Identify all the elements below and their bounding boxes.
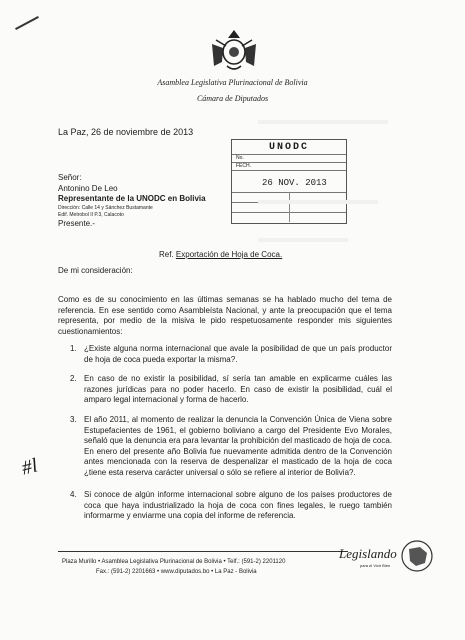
- intro-paragraph: Como es de su conocimiento en las últimas semanas se ha hablado mucho del tema de referencia. En ese sentido como Asambleísta Nacional, y ante la preocupación que el tema representa, por medio de la misiva le pido respetuosamente responder mis siguientes cuestionamientos:: [58, 295, 392, 336]
- handwritten-margin-note: #l: [19, 454, 40, 480]
- stamp-date-label: FECH.: [236, 163, 251, 169]
- question-number: 1.: [70, 344, 77, 353]
- bolivia-coat-of-arms-icon: [208, 26, 260, 72]
- question-number: 3.: [70, 415, 77, 424]
- footer-divider: [58, 551, 348, 552]
- letter-date: La Paz, 26 de noviembre de 2013: [58, 127, 194, 137]
- recipient-title: Representante de la UNODC en Bolivia: [58, 194, 206, 203]
- legislando-tagline: para el Vivir Bien: [360, 563, 391, 568]
- question-number: 4.: [70, 490, 77, 499]
- footer-address: Plaza Murillo • Asamblea Legislativa Plurinacional de Bolivia • Telf.: (591-2) 2201120: [62, 559, 286, 565]
- letterhead-assembly: Asamblea Legislativa Plurinacional de Bolivia: [157, 78, 308, 87]
- letterhead-chamber: Cámara de Diputados: [196, 94, 269, 103]
- question-number: 2.: [70, 374, 77, 383]
- recipient-name: Antonino De Leo: [58, 184, 118, 193]
- reception-stamp: [231, 139, 347, 224]
- pen-mark: [15, 16, 39, 30]
- stamp-title: UNODC: [268, 142, 309, 153]
- stamp-received-date: 26 NOV. 2013: [262, 178, 327, 188]
- bleed-through: [258, 238, 348, 242]
- legislando-logo: Legislando: [339, 546, 397, 561]
- bolivia-map-icon: [400, 539, 434, 573]
- reference-prefix: Ref.: [159, 250, 174, 259]
- recipient-address-line1: Dirección: Calle 14 y Sánchez Bustamante: [58, 205, 153, 211]
- question-text: ¿Existe alguna norma internacional que avale la posibilidad de que un país productor de hoja de coca pueda exportar la misma?.: [84, 344, 392, 364]
- stamp-divider: [232, 170, 346, 171]
- question-text: En caso de no existir la posibilidad, sí sería tan amable en explicarme cuáles las razones jurídicas para no poder hacerlo. En caso de existir la posibilidad, cuál el amparo legal internacional y forma de hacerlo.: [84, 374, 392, 404]
- bleed-through: [258, 120, 388, 124]
- greeting: De mi consideración:: [58, 266, 133, 275]
- footer-contact: Fax.: (591-2) 2201663 • www.diputados.bo • La Paz - Bolivia: [96, 569, 257, 575]
- stamp-no-label: No.: [236, 155, 244, 161]
- stamp-divider: [232, 154, 346, 155]
- bleed-through: [258, 200, 378, 204]
- question-text: Si conoce de algún informe internacional sobre alguno de los países productores de coca que haya industrializado la hoja de coca con fines legales, le ruego también informarme y enviarme una copia del informe de referencia.: [84, 490, 392, 520]
- question-text: El año 2011, al momento de realizar la denuncia la Convención Única de Viena sobre Estupefacientes de 1961, el gobierno boliviano a cargo del Presidente Evo Morales, señaló que la denuncia era para levantar la prohibición del masticado de hoja de coca. En enero del presente año Bolivia fue nuevamente admitida dentro de la Convención antes mencionada con la reserva de despenalizar el masticado de la hoja de coca ¿tiene esta reserva carácter universal o sólo se refiere al interior de Bolivia?.: [84, 415, 392, 477]
- stamp-column-divider: [289, 192, 290, 222]
- recipient-address-line2: Edif. Metrobol II P.3, Calacoto: [58, 212, 124, 218]
- reference-subject: Exportación de Hoja de Coca.: [175, 250, 283, 259]
- reference-line: [159, 250, 282, 259]
- recipient-closing: Presente.-: [58, 219, 95, 228]
- recipient-salutation: Señor:: [58, 173, 82, 182]
